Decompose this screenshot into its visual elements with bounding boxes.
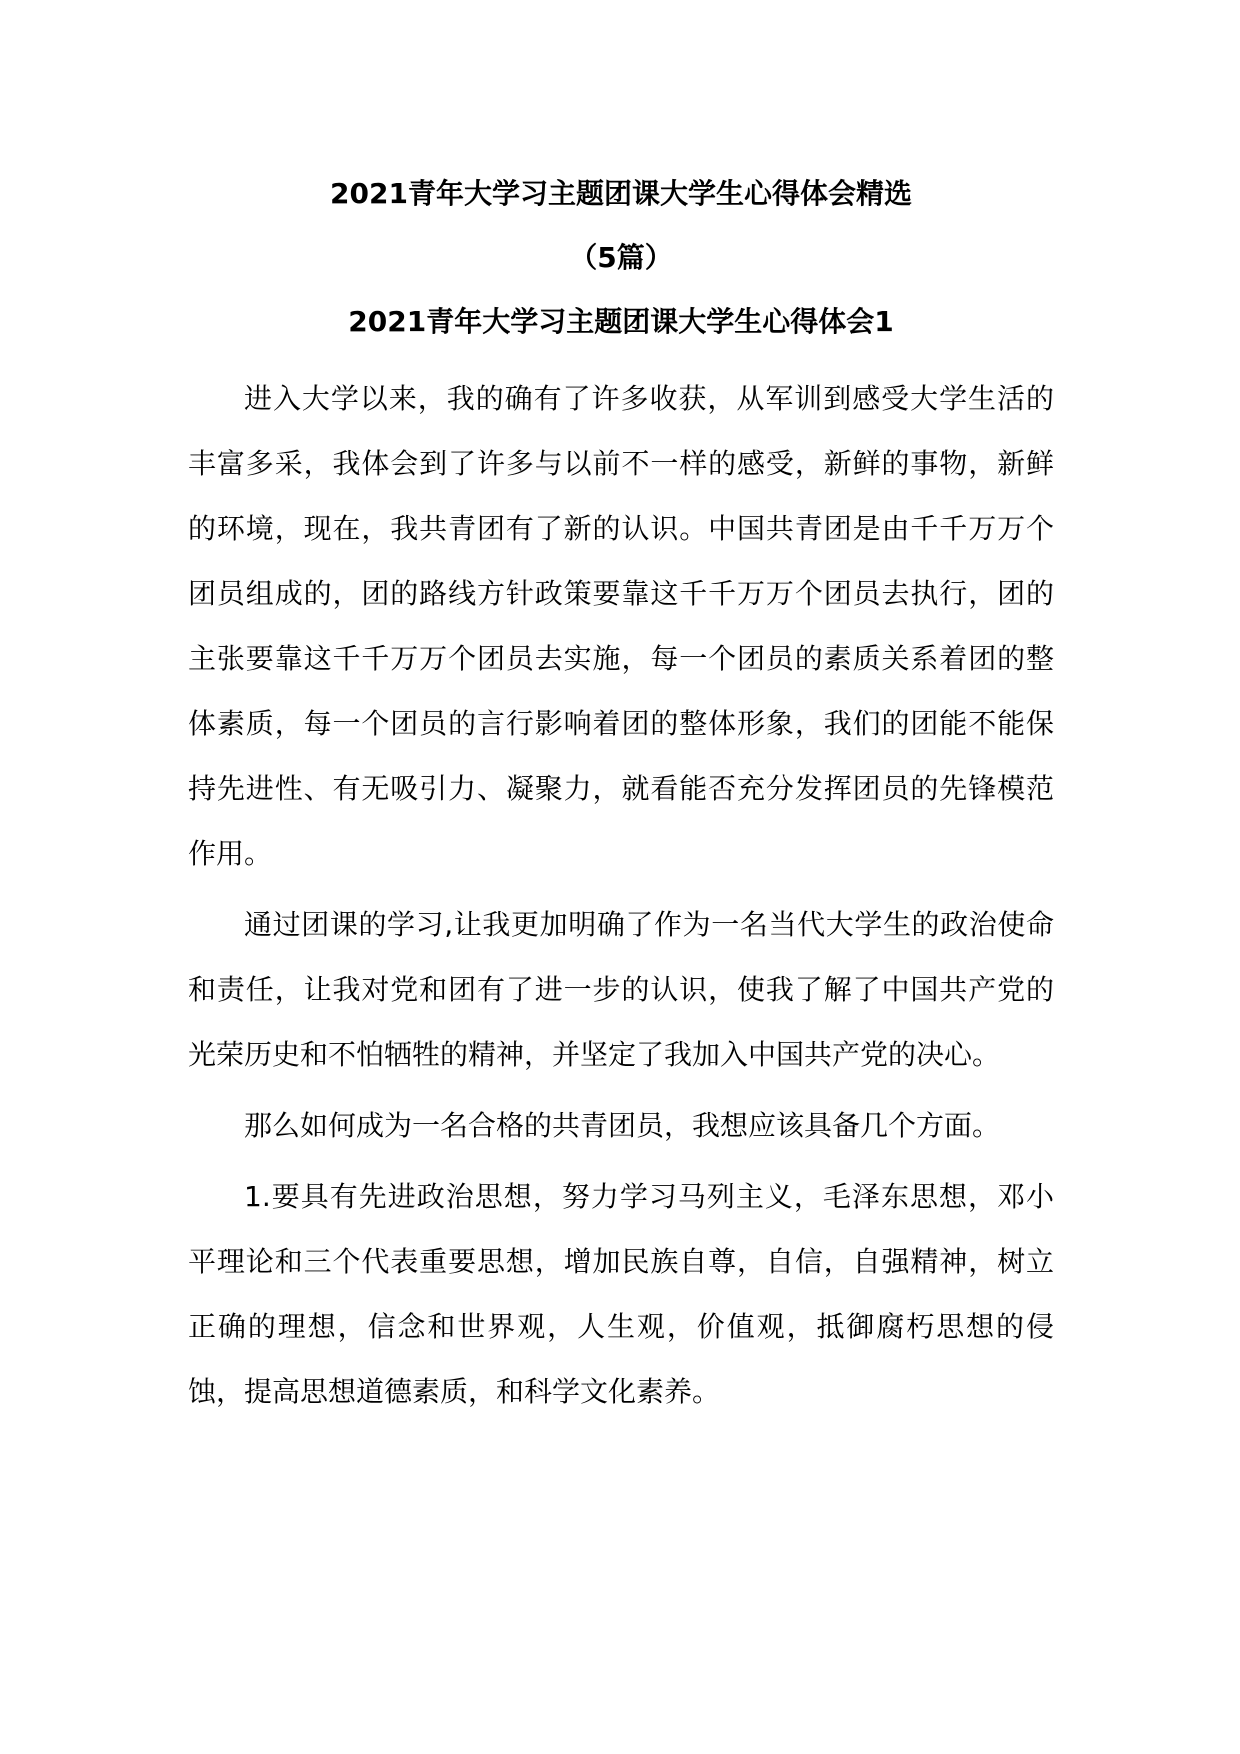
paragraph-3: 那么如何成为一名合格的共青团员，我想应该具备几个方面。 (244, 1109, 1001, 1142)
paragraph-4: 1.要具有先进政治思想，努力学习马列主义，毛泽东思想，邓小平理论和三个代表重要思想，增加民族自尊，自信，自强精神，树立正确的理想，信念和世界观，人生观，价值观，抵御腐朽思想的侵蚀，提高思想道德素质，和科学文化素养。 (188, 1180, 1054, 1408)
paragraph-2: 通过团课的学习,让我更加明确了作为一名当代大学生的政治使命和责任，让我对党和团有了进一步的认识，使我了解了中国共产党的光荣历史和不怕牺牲的精神，并坚定了我加入中国共产党的决心。 (188, 908, 1054, 1071)
section-heading: 2021青年大学习主题团课大学生心得体会1 (348, 305, 894, 338)
document-title: 2021青年大学习主题团课大学生心得体会精选 (330, 177, 912, 210)
document-subtitle: （5篇） (569, 241, 673, 274)
document-page (188, 176, 1054, 1424)
paragraph-1: 进入大学以来，我的确有了许多收获，从军训到感受大学生活的丰富多采，我体会到了许多与以前不一样的感受，新鲜的事物，新鲜的环境，现在，我共青团有了新的认识。中国共青团是由千千万万个团员组成的，团的路线方针政策要靠这千千万万个团员去执行，团的主张要靠这千千万万个团员去实施，每一个团员的素质关系着团的整体素质，每一个团员的言行影响着团的整体形象，我们的团能不能保持先进性、有无吸引力、凝聚力，就看能否充分发挥团员的先锋模范作用。 (188, 382, 1054, 870)
